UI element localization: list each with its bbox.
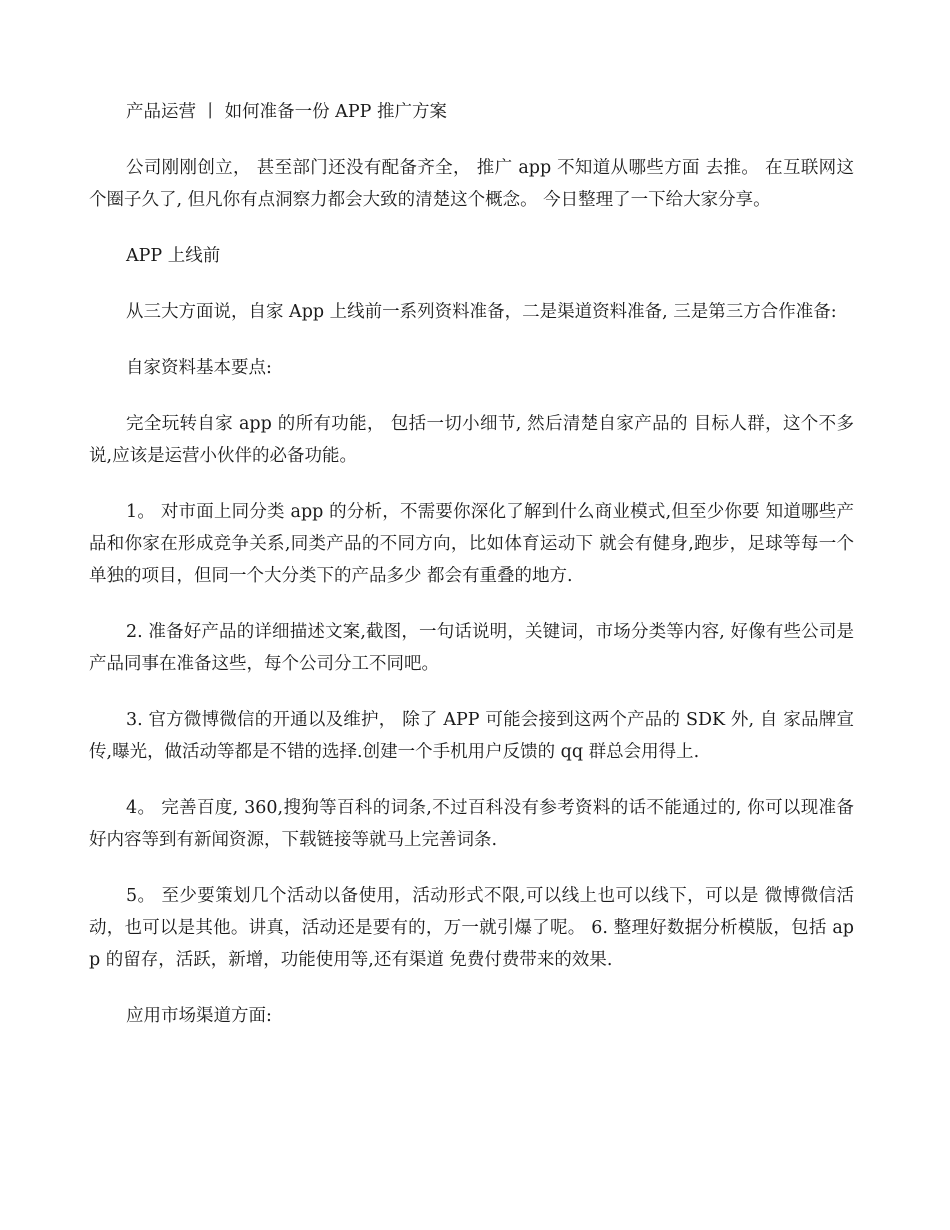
intro-paragraph: 公司刚刚创立， 甚至部门还没有配备齐全， 推广 app 不知道从哪些方面 去推。 在互联网这个圈子久了, 但凡你有点洞察力都会大致的清楚这个概念。 今日整理了一下给大家分享。 — [89, 158, 854, 210]
subsection-heading-own-materials: 自家资料基本要点: — [126, 358, 272, 378]
list-item-2: 2. 准备好产品的详细描述文案,截图，一句话说明，关键词，市场分类等内容, 好像有些公司是产品同事在准备这些，每个公司分工不同吧。 — [89, 622, 854, 674]
list-item-1: 1。 对市面上同分类 app 的分析，不需要你深化了解到什么商业模式,但至少你要 知道哪些产品和你家在形成竞争关系,同类产品的不同方向，比如体育运动下 就会有健身,跑步，足球等每一个单独的项目，但同一个大分类下的产品多少 都会有重叠的地方. — [89, 502, 854, 586]
own-materials-paragraph: 完全玩转自家 app 的所有功能， 包括一切小细节, 然后清楚自家产品的 目标人群，这个不多说,应该是运营小伙伴的必备功能。 — [89, 414, 854, 466]
list-item-4: 4。 完善百度, 360,搜狗等百科的词条,不过百科没有参考资料的话不能通过的, 你可以现准备好内容等到有新闻资源，下载链接等就马上完善词条. — [89, 798, 854, 850]
list-item-5-6: 5。 至少要策划几个活动以备使用，活动形式不限,可以线上也可以线下，可以是 微博微信活动，也可以是其他。讲真，活动还是要有的，万一就引爆了呢。 6. 整理好数据分析模版，包括 app 的留存，活跃，新增，功能使用等,还有渠道 免费付费带来的效果. — [89, 886, 854, 970]
overview-paragraph: 从三大方面说，自家 App 上线前一系列资料准备，二是渠道资料准备, 三是第三方合作准备: — [126, 302, 837, 322]
document-body — [89, 96, 854, 1056]
section-heading-before-launch: APP 上线前 — [126, 246, 221, 266]
subsection-heading-app-market: 应用市场渠道方面: — [126, 1006, 272, 1026]
list-item-3: 3. 官方微博微信的开通以及维护， 除了 APP 可能会接到这两个产品的 SDK 外, 自 家品牌宣传,曝光，做活动等都是不错的选择.创建一个手机用户反馈的 qq 群总会用得上. — [89, 710, 854, 762]
document-title: 产品运营 丨 如何准备一份 APP 推广方案 — [126, 102, 447, 122]
